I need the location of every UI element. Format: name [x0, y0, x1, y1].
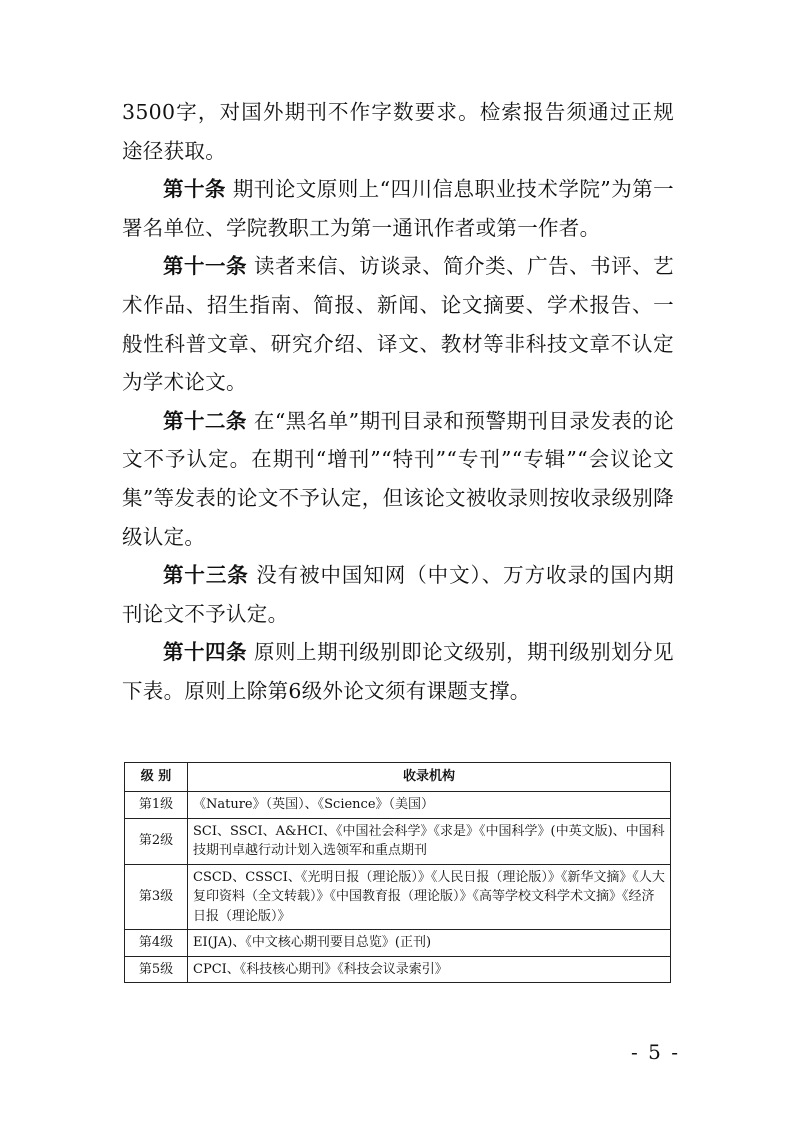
- paragraph-article-14: [122, 633, 674, 710]
- page-number: - 5 -: [631, 1040, 680, 1064]
- level-cell: 第4级: [125, 930, 188, 957]
- level-cell: 第5级: [125, 956, 188, 983]
- table-header-row: [125, 763, 671, 792]
- paragraph-text: 期刊论文原则上“四川信息职业技术学院”为第一署名单位、学院教职工为第一通讯作者或第一作者。: [122, 177, 674, 240]
- institutions-cell: 《Nature》（英国）、《Science》（美国）: [188, 792, 671, 819]
- article-heading: 第十一条: [163, 254, 248, 279]
- journal-level-table: [124, 762, 671, 983]
- table-row: [125, 818, 671, 864]
- header-institutions: 收录机构: [188, 763, 671, 792]
- paragraph-text: 读者来信、访谈录、简介类、广告、书评、艺术作品、招生指南、简报、新闻、论文摘要、学术报告、一般性科普文章、研究介绍、译文、教材等非科技文章不认定为学术论文。: [122, 254, 674, 395]
- paragraph-article-13: [122, 556, 674, 633]
- institutions-cell: SCI、SSCI、A&HCI、《中国社会科学》《求是》《中国科学》(中英文版)、中国科技期刊卓越行动计划入选领军和重点期刊: [188, 818, 671, 864]
- paragraph-text: 没有被中国知网（中文）、万方收录的国内期刊论文不予认定。: [122, 563, 674, 626]
- table-row: [125, 930, 671, 957]
- paragraph-text: 3500字，对国外期刊不作字数要求。检索报告须通过正规途径获取。: [122, 100, 674, 163]
- paragraph-text: 原则上期刊级别即论文级别，期刊级别划分见下表。原则上除第6级外论文须有课题支撑。: [122, 640, 674, 703]
- body-text: [122, 93, 674, 711]
- level-cell: 第2级: [125, 818, 188, 864]
- table-row: [125, 792, 671, 819]
- institutions-cell: CPCI、《科技核心期刊》《科技会议录索引》: [188, 956, 671, 983]
- article-heading: 第十三条: [163, 563, 249, 588]
- table-row: [125, 956, 671, 983]
- table-row: [125, 864, 671, 930]
- paragraph-article-11: [122, 247, 674, 401]
- header-level: 级 别: [125, 763, 188, 792]
- level-cell: 第3级: [125, 864, 188, 930]
- paragraph-0: [122, 93, 674, 170]
- article-heading: 第十条: [163, 177, 226, 202]
- level-cell: 第1级: [125, 792, 188, 819]
- paragraph-text: 在“黑名单”期刊目录和预警期刊目录发表的论文不予认定。在期刊“增刊”“特刊”“专刊”“专辑”“会议论文集”等发表的论文不予认定，但该论文被收录则按收录级别降级认定。: [122, 408, 674, 549]
- paragraph-article-10: [122, 170, 674, 247]
- institutions-cell: EI(JA)、《中文核心期刊要目总览》(正刊): [188, 930, 671, 957]
- paragraph-article-12: [122, 402, 674, 556]
- institutions-cell: CSCD、CSSCI、《光明日报（理论版）》《人民日报（理论版）》《新华文摘》《人大复印资料（全文转载）》《中国教育报（理论版）》《高等学校文科学术文摘》《经济日报（理论版）》: [188, 864, 671, 930]
- article-heading: 第十四条: [163, 640, 248, 665]
- article-heading: 第十二条: [163, 408, 247, 433]
